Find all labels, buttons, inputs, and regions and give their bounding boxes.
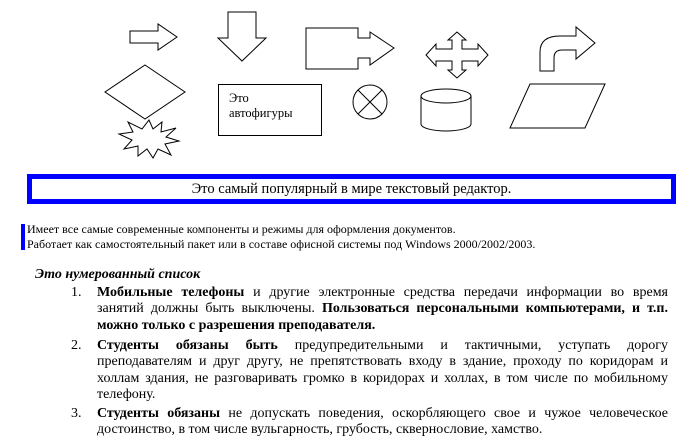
bent-up-arrow-shape: [538, 24, 596, 72]
info-block: [27, 222, 667, 251]
diamond-shape: [104, 64, 186, 120]
parallelogram-shape: [510, 83, 606, 129]
textbox-line-2: автофигуры: [229, 106, 293, 120]
textbox-line-1: Это: [229, 91, 249, 105]
explosion-shape: [118, 119, 180, 159]
list-item-text: [97, 338, 668, 404]
list-item-number: 1.: [71, 285, 82, 300]
info-line-1: Имеет все самые современные компоненты и режимы для оформления документов.: [27, 222, 456, 236]
list-item-bold-run: Студенты обязаны быть: [97, 338, 278, 353]
list-item-run: не допускать поведения, оскорбляющего свое и чужое человеческое достоинство, в том числе вульгарность, грубость, сквернословие, хамство.: [97, 406, 668, 438]
autoshapes-area: [0, 0, 680, 170]
or-circle-shape: [352, 84, 388, 120]
list-item-bold-run: Мобильные телефоны: [97, 285, 245, 300]
list-item-bold-run: Пользоваться персональными компьютерами, и т.п. можно только с разрешения преподавателя.: [97, 301, 668, 333]
four-way-arrow-shape: [425, 32, 489, 78]
list-title: Это нумерованный список: [35, 267, 201, 282]
bordered-banner: [27, 174, 676, 204]
list-item-run: предупредительными и тактичными, уступать дорогу преподавателям и друг другу, не препятствовать входу в здание, проходу по коридорам и холлам здания, не разговаривать громко в коридорах и холлах, в том числе по мобильному телефону.: [97, 338, 669, 403]
list-item-run: и другие электронные средства передачи информации во время занятий должны быть выключены.: [97, 285, 668, 317]
down-arrow-shape: [217, 12, 267, 62]
list-item-number: 2.: [71, 338, 82, 353]
list-item-number: 3.: [71, 406, 82, 421]
info-left-bar: [21, 224, 25, 250]
list-item-text: [97, 285, 668, 334]
list-item-bold-run: Студенты обязаны: [97, 406, 221, 421]
right-arrow-shape: [130, 24, 178, 50]
info-line-2: Работает как самостоятельный пакет или в составе офисной системы под Windows 2000/2002/2003.: [27, 236, 536, 251]
cylinder-shape: [420, 88, 472, 132]
banner-text: Это самый популярный в мире текстовый редактор.: [191, 180, 512, 197]
list-item-text: [97, 406, 668, 439]
arrow-callout-shape: [306, 28, 396, 70]
autoshape-textbox: [218, 84, 322, 136]
